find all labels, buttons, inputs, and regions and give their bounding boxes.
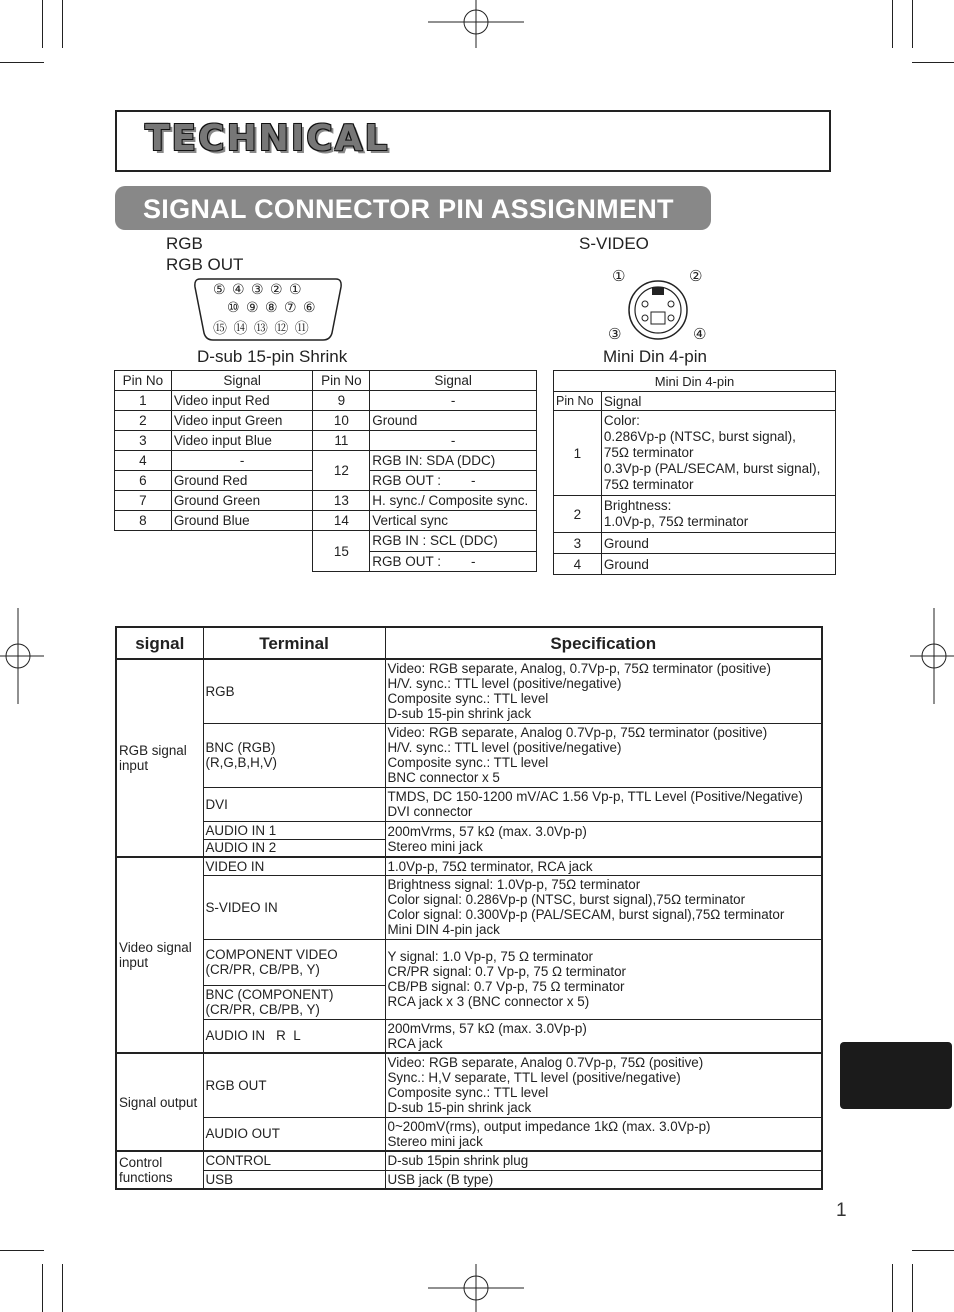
table-row xyxy=(116,723,822,787)
spec-line: Color signal: 0.300Vp-p (PAL/SECAM, burst signal),75Ω terminator xyxy=(387,907,785,922)
signal-line: 75Ω terminator xyxy=(603,477,694,492)
terminal-line: (CR/PR, CB/PB, Y) xyxy=(205,962,320,977)
pin-signal: Vertical sync xyxy=(370,511,537,531)
spec-line: BNC connector x 5 xyxy=(387,770,500,785)
table-header: Specification xyxy=(385,627,822,659)
pin-signal: Ground xyxy=(370,411,537,431)
pin-signal: RGB IN : SCL (DDC) xyxy=(370,531,537,552)
crop-mark xyxy=(912,62,954,63)
mini-table-title: Mini Din 4-pin xyxy=(554,371,836,392)
pin-signal: Video input Red xyxy=(171,391,313,411)
pin-signal: RGB IN: SDA (DDC) xyxy=(370,451,537,471)
signal-line: Brightness: xyxy=(603,498,672,513)
dsub-caption: D-sub 15-pin Shrink xyxy=(197,347,348,366)
pin-signal: - xyxy=(370,431,537,451)
spec-line: Sync.: H,V separate, TTL level (positive/negative) xyxy=(387,1070,681,1086)
table-row xyxy=(115,451,537,471)
spec-line: 200mVrms, 57 kΩ (max. 3.0Vp-p) xyxy=(387,1020,587,1036)
dsub-pins-row2: ⑩ ⑨ ⑧ ⑦ ⑥ xyxy=(227,300,317,316)
dsub-pins-row3: ⑮ ⑭ ⑬ ⑫ ⑪ xyxy=(213,321,310,337)
table-row xyxy=(115,491,537,511)
pin-signal: Video input Green xyxy=(171,411,313,431)
spec-line: Composite sync.: TTL level xyxy=(387,755,549,770)
crop-mark xyxy=(42,0,43,48)
spec-line: Color signal: 0.286Vp-p (NTSC, burst signal),75Ω terminator xyxy=(387,892,746,907)
table-row xyxy=(115,411,537,431)
spec-line: H/V. sync.: TTL level (positive/negative) xyxy=(387,676,622,692)
table-header: Pin No xyxy=(554,392,602,411)
registration-mark-right xyxy=(904,606,954,706)
crop-mark xyxy=(892,0,893,48)
group-line: Control xyxy=(119,1155,163,1170)
specification xyxy=(385,659,822,723)
terminal: DVI xyxy=(203,787,385,821)
page-number: 1 xyxy=(836,1200,847,1221)
svideo-pin-1: ① xyxy=(612,267,626,285)
signal-line: 0.3Vp-p (PAL/SECAM, burst signal), xyxy=(603,461,821,476)
table-row xyxy=(116,1019,822,1053)
terminal xyxy=(203,985,385,1019)
terminal: AUDIO IN R L xyxy=(203,1019,385,1053)
terminal: RGB OUT xyxy=(203,1053,385,1117)
section-title: SIGNAL CONNECTOR PIN ASSIGNMENT xyxy=(143,194,674,224)
pin-number: 2 xyxy=(115,411,172,431)
spec-line: CR/PR signal: 0.7 Vp-p, 75 Ω terminator xyxy=(387,964,626,979)
pin-number: 15 xyxy=(313,531,370,572)
spec-line: D-sub 15-pin shrink jack xyxy=(387,706,532,722)
table-row xyxy=(116,1053,822,1117)
pin-number: 4 xyxy=(115,451,172,471)
terminal: USB xyxy=(203,1170,385,1189)
specification: 1.0Vp-p, 75Ω terminator, RCA jack xyxy=(385,857,822,875)
table-header-row xyxy=(115,371,537,391)
pin-number: 6 xyxy=(115,471,172,491)
registration-mark-left xyxy=(0,606,50,706)
signal-group: RGB signal input xyxy=(116,659,203,857)
pin-signal: RGB OUT : - xyxy=(370,471,537,491)
table-row xyxy=(116,939,822,985)
signal-group: Video signal input xyxy=(116,857,203,1053)
spec-line: RCA jack x 3 (BNC connector x 5) xyxy=(387,994,590,1009)
terminal: AUDIO OUT xyxy=(203,1117,385,1151)
spec-line: Composite sync.: TTL level xyxy=(387,1085,549,1101)
table-row xyxy=(116,787,822,821)
cb-pb-label: CB/PB xyxy=(259,962,300,977)
registration-mark-bottom xyxy=(426,1262,526,1312)
mini-din-caption: Mini Din 4-pin xyxy=(603,347,707,366)
terminal-line: (R,G,B,H,V) xyxy=(205,755,277,770)
specification xyxy=(385,939,822,1019)
pin-number: 3 xyxy=(115,431,172,451)
crop-mark xyxy=(62,1264,63,1312)
pin-number: 8 xyxy=(115,511,172,531)
spec-line: Video: RGB separate, Analog 0.7Vp-p, 75Ω (positive) xyxy=(387,1055,704,1071)
table-row xyxy=(116,1117,822,1151)
dsub-pin-table xyxy=(114,370,537,572)
pin-signal: RGB OUT : - xyxy=(370,551,537,572)
pin-signal xyxy=(601,411,835,496)
crop-mark xyxy=(912,1264,913,1312)
specification: D-sub 15pin shrink plug xyxy=(385,1151,822,1170)
pin-number: 2 xyxy=(554,496,602,533)
terminal xyxy=(203,723,385,787)
spec-line: H/V. sync.: TTL level (positive/negative) xyxy=(387,740,622,755)
table-header: Signal xyxy=(370,371,537,391)
section-tab xyxy=(840,1042,952,1109)
rgb-label: RGB xyxy=(166,234,203,253)
crop-mark xyxy=(42,1264,43,1312)
pin-number: 12 xyxy=(313,451,370,491)
spec-line: Y signal: 1.0 Vp-p, 75 Ω terminator xyxy=(387,949,594,964)
svideo-label: S-VIDEO xyxy=(579,234,649,253)
pin-signal xyxy=(601,496,835,533)
spec-line: TMDS, DC 150-1200 mV/AC 1.56 Vp-p, TTL Level (Positive/Negative) xyxy=(387,789,803,804)
pin-signal: Video input Blue xyxy=(171,431,313,451)
table-row xyxy=(115,511,537,531)
terminal: S-VIDEO IN xyxy=(203,875,385,939)
table-row xyxy=(554,533,836,554)
signal-line: 75Ω terminator xyxy=(603,445,694,460)
table-header: Signal xyxy=(171,371,313,391)
cr-pr-label: CR/PR xyxy=(209,1002,252,1017)
specification-table xyxy=(115,626,823,1190)
svideo-pin-4: ④ xyxy=(693,325,707,343)
pin-number: 3 xyxy=(554,533,602,554)
crop-mark xyxy=(62,0,63,48)
table-header: Signal xyxy=(601,392,835,411)
table-row xyxy=(115,431,537,451)
pin-number: 1 xyxy=(115,391,172,411)
pin-number: 13 xyxy=(313,491,370,511)
spec-line: Stereo mini jack xyxy=(387,1133,483,1149)
spec-line: Mini DIN 4-pin jack xyxy=(387,922,500,937)
mini-din-connector-diagram xyxy=(626,278,690,342)
registration-mark-top xyxy=(426,0,526,50)
table-row xyxy=(116,875,822,939)
crop-mark xyxy=(912,1250,954,1251)
terminal: VIDEO IN xyxy=(203,857,385,875)
table-header: Pin No xyxy=(313,371,370,391)
table-header: Pin No xyxy=(115,371,172,391)
table-header-row xyxy=(554,392,836,411)
signal-line: Color: xyxy=(603,413,640,428)
spec-line: Composite sync.: TTL level xyxy=(387,691,549,707)
signal-line: 1.0Vp-p, 75Ω terminator xyxy=(603,514,749,529)
terminal: CONTROL xyxy=(203,1151,385,1170)
spec-line: RCA jack xyxy=(387,1035,443,1051)
pin-number: 7 xyxy=(115,491,172,511)
crop-mark xyxy=(912,0,913,48)
page-title: TECHNICAL xyxy=(145,118,390,159)
pin-signal: H. sync./ Composite sync. xyxy=(370,491,537,511)
pin-signal: Ground Blue xyxy=(171,511,313,531)
table-header-row xyxy=(116,627,822,659)
table-row xyxy=(116,821,822,839)
pin-signal: - xyxy=(171,451,313,471)
signal-group: Signal output xyxy=(116,1053,203,1151)
spec-line: Video: RGB separate, Analog, 0.7Vp-p, 75Ω terminator (positive) xyxy=(387,661,771,677)
signal-line: 0.286Vp-p (NTSC, burst signal), xyxy=(603,429,796,444)
pin-signal: Ground xyxy=(601,533,835,554)
pin-number: 9 xyxy=(313,391,370,411)
terminal: AUDIO IN 2 xyxy=(203,839,385,857)
pin-number: 10 xyxy=(313,411,370,431)
table-row xyxy=(116,659,822,723)
crop-mark xyxy=(0,62,44,63)
terminal-line: COMPONENT VIDEO xyxy=(205,947,338,962)
spec-line: DVI connector xyxy=(387,804,473,819)
pin-signal: Ground Red xyxy=(171,471,313,491)
table-row xyxy=(115,391,537,411)
specification xyxy=(385,1117,822,1151)
pin-number: 1 xyxy=(554,411,602,496)
table-row xyxy=(554,496,836,533)
svideo-pin-2: ② xyxy=(689,267,703,285)
pin-signal: - xyxy=(370,391,537,411)
table-header: signal xyxy=(116,627,203,659)
table-row xyxy=(115,531,537,552)
spec-line: Video: RGB separate, Analog 0.7Vp-p, 75Ω terminator (positive) xyxy=(387,725,768,740)
terminal: AUDIO IN 1 xyxy=(203,821,385,839)
terminal-line: BNC (RGB) xyxy=(205,740,276,755)
pin-number: 4 xyxy=(554,554,602,575)
specification xyxy=(385,1019,822,1053)
spec-line: 200mVrms, 57 kΩ (max. 3.0Vp-p) xyxy=(387,823,587,839)
terminal-line: BNC (COMPONENT) xyxy=(205,987,334,1002)
table-row xyxy=(116,1151,822,1170)
spec-line: Brightness signal: 1.0Vp-p, 75Ω terminator xyxy=(387,877,641,892)
signal-group xyxy=(116,1151,203,1189)
pin-signal: Ground Green xyxy=(171,491,313,511)
table-header: Terminal xyxy=(203,627,385,659)
terminal xyxy=(203,939,385,985)
section-header xyxy=(115,186,711,230)
svideo-pin-3: ③ xyxy=(608,325,622,343)
cr-pr-label: CR/PR xyxy=(209,962,252,977)
table-row xyxy=(116,1170,822,1189)
crop-mark xyxy=(0,1250,44,1251)
table-row xyxy=(554,554,836,575)
group-line: functions xyxy=(119,1170,173,1185)
specification xyxy=(385,1053,822,1117)
spec-line: 0~200mV(rms), output impedance 1kΩ (max. 3.0Vp-p) xyxy=(387,1118,711,1134)
mini-din-pin-table xyxy=(553,370,836,575)
specification xyxy=(385,821,822,857)
pin-number: 14 xyxy=(313,511,370,531)
table-row xyxy=(554,411,836,496)
empty-cell xyxy=(115,531,313,572)
terminal-line: (CR/PR, CB/PB, Y) xyxy=(205,1002,320,1017)
specification xyxy=(385,723,822,787)
spec-line: D-sub 15-pin shrink jack xyxy=(387,1100,532,1116)
cb-pb-label: CB/PB xyxy=(259,1002,300,1017)
specification xyxy=(385,875,822,939)
pin-number: 11 xyxy=(313,431,370,451)
rgb-out-label: RGB OUT xyxy=(166,255,244,274)
dsub-pins-row1: ⑤ ④ ③ ② ① xyxy=(213,282,303,298)
specification xyxy=(385,787,822,821)
pin-signal: Ground xyxy=(601,554,835,575)
terminal: RGB xyxy=(203,659,385,723)
crop-mark xyxy=(892,1264,893,1312)
spec-line: Stereo mini jack xyxy=(387,838,483,854)
spec-line: CB/PB signal: 0.7 Vp-p, 75 Ω terminator xyxy=(387,979,625,994)
table-row xyxy=(116,857,822,875)
title-box xyxy=(115,110,831,172)
specification: USB jack (B type) xyxy=(385,1170,822,1189)
